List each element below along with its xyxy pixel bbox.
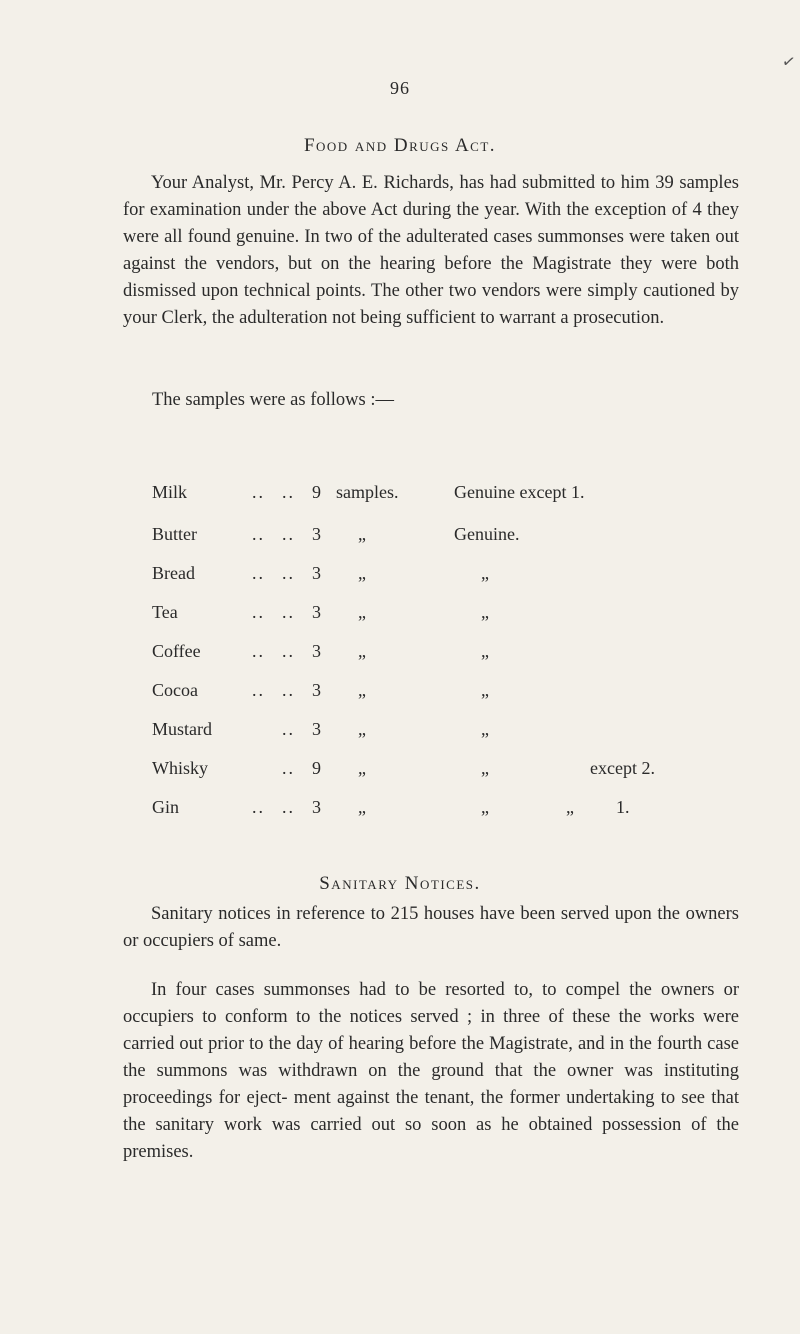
samples-intro: The samples were as follows :— xyxy=(152,390,394,410)
sample-result: „ xyxy=(481,641,489,661)
sample-unit: „ xyxy=(358,602,366,622)
sample-count: 3 xyxy=(312,602,321,622)
sample-name: Butter xyxy=(152,524,197,544)
sanitary-notices-heading: Sanitary Notices. xyxy=(319,873,481,894)
sample-row xyxy=(0,524,800,552)
sample-exception: except 2. xyxy=(590,758,655,778)
page-number: 96 xyxy=(390,78,410,98)
sample-count: 3 xyxy=(312,524,321,544)
leader-dots: .. xyxy=(282,719,295,739)
leader-dots: .. xyxy=(252,524,265,544)
leader-dots: .. xyxy=(252,563,265,583)
leader-dots: .. xyxy=(282,797,295,817)
sample-count: 3 xyxy=(312,797,321,817)
leader-dots: .. xyxy=(252,602,265,622)
leader-dots: .. xyxy=(282,563,295,583)
sample-count: 3 xyxy=(312,563,321,583)
sample-row xyxy=(0,758,800,786)
sample-name: Gin xyxy=(152,797,179,817)
sample-name: Bread xyxy=(152,563,195,583)
food-and-drugs-paragraph: Your Analyst, Mr. Percy A. E. Richards, has had submitted to him 39 samples for examination under the above Act during the year. With the exception of 4 they were all found genuine. In two of the adulterated cases summonses were taken out against the vendors, but on the hearing before the Magistrate they were both dismissed upon technical points. The other two vendors were simply cautioned by your Clerk, the adulteration not being sufficient to warrant a prosecution. xyxy=(123,173,739,328)
leader-dots: .. xyxy=(282,524,295,544)
food-and-drugs-heading: Food and Drugs Act. xyxy=(303,135,497,156)
sample-unit: „ xyxy=(358,563,366,583)
check-mark-icon: ✓ xyxy=(780,52,797,73)
sample-name: Milk xyxy=(152,482,188,502)
sample-name: Cocoa xyxy=(152,680,198,700)
sample-row xyxy=(0,563,800,591)
sample-count: 3 xyxy=(312,680,321,700)
sample-unit: „ xyxy=(358,719,366,739)
sample-exception-count: 1. xyxy=(616,797,630,817)
sample-result: „ xyxy=(481,758,489,778)
sample-name: Coffee xyxy=(152,641,201,661)
sample-result: „ xyxy=(481,680,489,700)
sample-row xyxy=(0,680,800,708)
sample-row xyxy=(0,602,800,630)
sample-unit: „ xyxy=(358,641,366,661)
sample-row xyxy=(0,482,800,510)
sample-row xyxy=(0,797,800,825)
sample-unit: „ xyxy=(358,680,366,700)
leader-dots: .. xyxy=(252,797,265,817)
sanitary-paragraph-2: In four cases summonses had to be resorted to, to compel the owners or occupiers to conform to the notices served ; in three of these the works were carried out prior to the day of hearing before the Magistrate, and in the fourth case the summons was withdrawn on the ground that the owner was instituting proceedings for eject- ment against the tenant, the former undertaking to see that the sanitary work was carried out so soon as he obtained possession of the premises. xyxy=(123,980,739,1162)
sample-name: Tea xyxy=(152,602,178,622)
sample-count: 9 xyxy=(312,482,321,502)
leader-dots: .. xyxy=(282,758,295,778)
sample-unit: „ xyxy=(358,524,366,544)
sample-count: 9 xyxy=(312,758,321,778)
sample-name: Mustard xyxy=(152,719,212,739)
sample-result: Genuine except 1. xyxy=(454,482,585,502)
sample-unit: „ xyxy=(358,797,366,817)
sample-result: „ xyxy=(481,563,489,583)
sample-result: „ xyxy=(481,797,489,817)
sample-result: Genuine. xyxy=(454,524,520,544)
sample-result: „ xyxy=(481,719,489,739)
leader-dots: .. xyxy=(252,482,265,502)
sample-row xyxy=(0,719,800,747)
leader-dots: .. xyxy=(282,680,295,700)
sample-row xyxy=(0,641,800,669)
leader-dots: .. xyxy=(282,602,295,622)
leader-dots: .. xyxy=(252,641,265,661)
leader-dots: .. xyxy=(282,482,295,502)
sample-result: „ xyxy=(481,602,489,622)
leader-dots: .. xyxy=(282,641,295,661)
sanitary-paragraph-1: Sanitary notices in reference to 215 houses have been served upon the owners or occupiers of same. xyxy=(123,904,739,951)
sample-count: 3 xyxy=(312,719,321,739)
sample-unit: „ xyxy=(358,758,366,778)
sample-count: 3 xyxy=(312,641,321,661)
leader-dots: .. xyxy=(252,680,265,700)
sample-name: Whisky xyxy=(152,758,208,778)
sample-unit: samples. xyxy=(336,482,399,502)
sample-exception: „ xyxy=(566,797,574,817)
